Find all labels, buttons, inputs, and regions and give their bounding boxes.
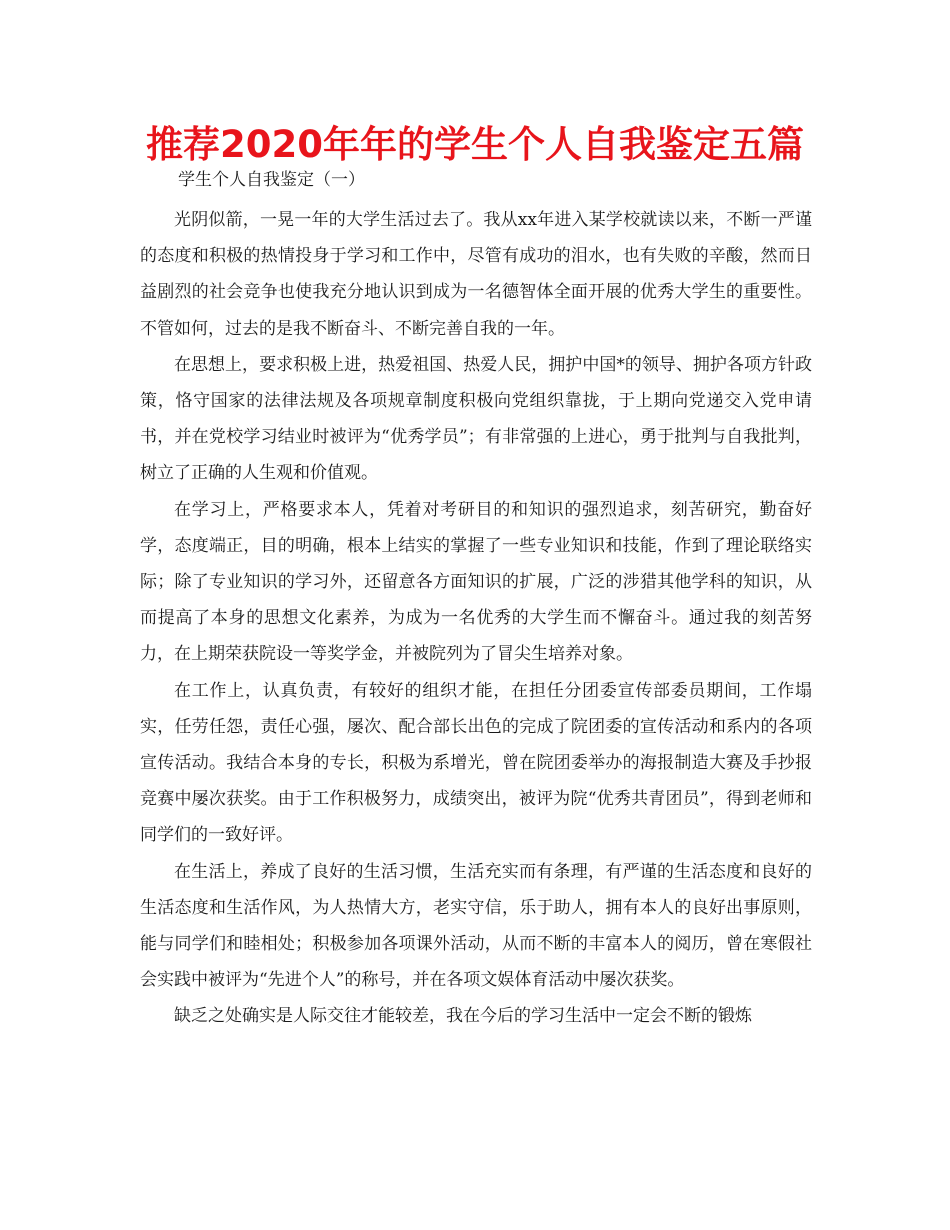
paragraph-study: 在学习上，严格要求本人，凭着对考研目的和知识的强烈追求，刻苦研究，勤奋好学，态度端正，目的明确，根本上结实的掌握了一些专业知识和技能，作到了理论联络实际；除了专业知识的学习外，还留意各方面知识的扩展，广泛的涉猎其他学科的知识，从而提高了本身的思想文化素养，为成为一名优秀的大学生而不懈奋斗。通过我的刻苦努力，在上期荣获院设一等奖学金，并被院列为了冒尖生培养对象。 — [140, 499, 812, 665]
paragraph-life: 在生活上，养成了良好的生活习惯，生活充实而有条理，有严谨的生活态度和良好的生活态度和生活作风，为人热情大方，老实守信，乐于助人，拥有本人的良好出事原则，能与同学们和睦相处；积极参加各项课外活动，从而不断的丰富本人的阅历，曾在寒假社会实践中被评为“先进个人”的称号，并在各项文娱体育活动中屡次获奖。 — [140, 861, 812, 991]
paragraph-work: 在工作上，认真负责，有较好的组织才能，在担任分团委宣传部委员期间，工作塌实，任劳任怨，责任心强，屡次、配合部长出色的完成了院团委的宣传活动和系内的各项宣传活动。我结合本身的专长，积极为系增光，曾在院团委举办的海报制造大赛及手抄报竞赛中屡次获奖。由于工作积极努力，成绩突出，被评为院“优秀共青团员”，得到老师和同学们的一致好评。 — [140, 680, 812, 846]
document-body — [140, 202, 812, 1035]
section-heading: 学生个人自我鉴定（一） — [178, 170, 365, 190]
document-title: 推荐2020年年的学生个人自我鉴定五篇 — [146, 123, 804, 166]
paragraph-intro: 光阴似箭，一晃一年的大学生活过去了。我从xx年进入某学校就读以来，不断一严谨的态度和积极的热情投身于学习和工作中，尽管有成功的泪水，也有失败的辛酸，然而日益剧烈的社会竞争也使我充分地认识到成为一名德智体全面开展的优秀大学生的重要性。不管如何，过去的是我不断奋斗、不断完善自我的一年。 — [140, 210, 812, 339]
paragraph-shortcomings: 缺乏之处确实是人际交往才能较差，我在今后的学习生活中一定会不断的锻炼 — [174, 1006, 752, 1027]
paragraph-ideology: 在思想上，要求积极上进，热爱祖国、热爱人民，拥护中国*的领导、拥护各项方针政策，恪守国家的法律法规及各项规章制度积极向党组织靠拢，于上期向党递交入党申请书，并在党校学习结业时被评为“优秀学员”；有非常强的上进心，勇于批判与自我批判，树立了正确的人生观和价值观。 — [140, 354, 812, 484]
